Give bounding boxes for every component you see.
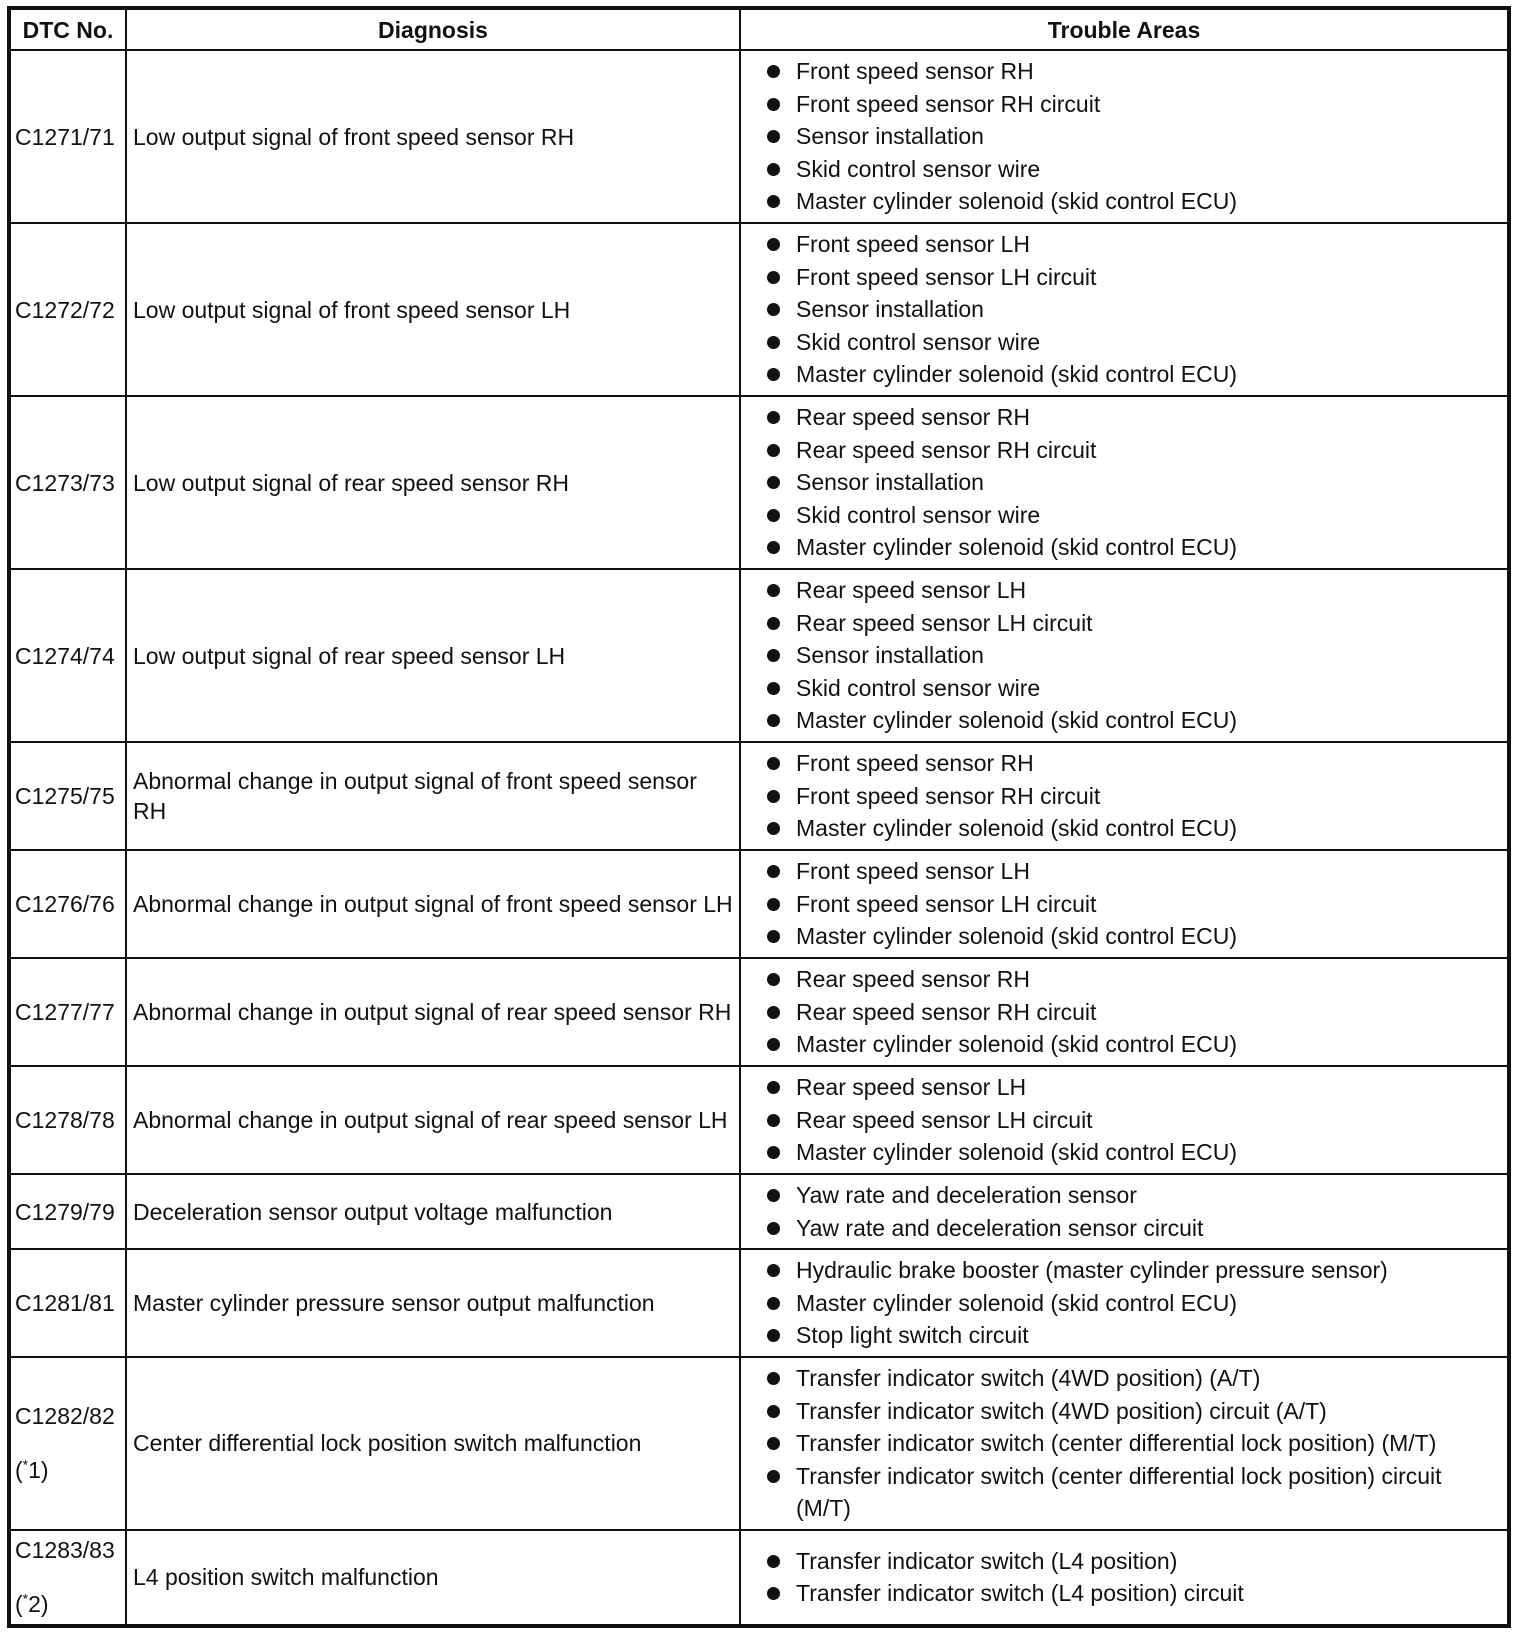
trouble-areas-list xyxy=(741,747,1501,845)
diagnosis-cell: Abnormal change in output signal of front speed sensor LH xyxy=(126,850,740,958)
trouble-areas-list xyxy=(741,1545,1501,1610)
diagnosis-cell: Abnormal change in output signal of rear speed sensor RH xyxy=(126,958,740,1066)
table-row xyxy=(9,223,1509,396)
trouble-areas-cell xyxy=(740,958,1509,1066)
trouble-area-item: Skid control sensor wire xyxy=(741,326,1501,359)
table-row xyxy=(9,50,1509,223)
diagnosis-cell: Center differential lock position switch malfunction xyxy=(126,1357,740,1530)
diagnosis-cell: Master cylinder pressure sensor output malfunction xyxy=(126,1249,740,1357)
trouble-area-item: Master cylinder solenoid (skid control ECU) xyxy=(741,185,1501,218)
trouble-areas-list xyxy=(741,55,1501,218)
trouble-area-item: Front speed sensor RH xyxy=(741,747,1501,780)
diagnosis-cell: Low output signal of rear speed sensor RH xyxy=(126,396,740,569)
table-row xyxy=(9,569,1509,742)
dtc-code: C1278/78 xyxy=(15,1107,115,1133)
diagnosis-cell: Low output signal of rear speed sensor LH xyxy=(126,569,740,742)
trouble-areas-cell xyxy=(740,1174,1509,1249)
dtc-code-cell xyxy=(9,1066,126,1174)
dtc-code-cell xyxy=(9,958,126,1066)
table-row xyxy=(9,850,1509,958)
trouble-area-item: Rear speed sensor RH circuit xyxy=(741,434,1501,467)
trouble-area-item: Front speed sensor LH circuit xyxy=(741,261,1501,294)
trouble-areas-list xyxy=(741,1362,1501,1525)
trouble-area-item: Front speed sensor LH xyxy=(741,855,1501,888)
table-header xyxy=(9,8,1509,50)
trouble-area-item: Yaw rate and deceleration sensor xyxy=(741,1179,1501,1212)
dtc-code: C1273/73 xyxy=(15,469,115,496)
header-diagnosis: Diagnosis xyxy=(126,8,740,50)
table-row xyxy=(9,1249,1509,1357)
dtc-code-cell xyxy=(9,1174,126,1249)
dtc-code-cell xyxy=(9,1249,126,1357)
footnote-asterisk: * xyxy=(22,1456,29,1473)
diagnosis-cell: Abnormal change in output signal of rear speed sensor LH xyxy=(126,1066,740,1174)
trouble-areas-cell xyxy=(740,1249,1509,1357)
trouble-areas-list xyxy=(741,228,1501,391)
trouble-area-item: Master cylinder solenoid (skid control ECU) xyxy=(741,812,1501,845)
dtc-code-cell xyxy=(9,223,126,396)
trouble-areas-list xyxy=(741,1254,1501,1352)
dtc-code: C1271/71 xyxy=(15,123,115,150)
trouble-area-item: Rear speed sensor RH xyxy=(741,401,1501,434)
trouble-area-item: Sensor installation xyxy=(741,120,1501,153)
trouble-areas-cell xyxy=(740,569,1509,742)
dtc-code: C1272/72 xyxy=(15,296,115,323)
trouble-areas-cell xyxy=(740,50,1509,223)
trouble-areas-list xyxy=(741,1179,1501,1244)
dtc-code: C1277/77 xyxy=(15,999,115,1025)
table-row xyxy=(9,1174,1509,1249)
diagnosis-cell: Low output signal of front speed sensor LH xyxy=(126,223,740,396)
trouble-area-item: Master cylinder solenoid (skid control ECU) xyxy=(741,920,1501,953)
trouble-area-item: Master cylinder solenoid (skid control ECU) xyxy=(741,1136,1501,1169)
header-dtc-no: DTC No. xyxy=(9,8,126,50)
table-row xyxy=(9,1530,1509,1626)
dtc-code: C1279/79 xyxy=(15,1198,115,1225)
table-row xyxy=(9,396,1509,569)
trouble-area-item: Front speed sensor LH xyxy=(741,228,1501,261)
trouble-area-item: Master cylinder solenoid (skid control ECU) xyxy=(741,1028,1501,1061)
dtc-footnote xyxy=(15,1455,123,1485)
trouble-area-item: Front speed sensor RH circuit xyxy=(741,88,1501,121)
trouble-area-item: Yaw rate and deceleration sensor circuit xyxy=(741,1212,1501,1245)
dtc-footnote xyxy=(15,1589,123,1619)
trouble-areas-list xyxy=(741,855,1501,953)
table-row xyxy=(9,1066,1509,1174)
trouble-area-item: Front speed sensor RH xyxy=(741,55,1501,88)
trouble-area-item: Rear speed sensor LH xyxy=(741,1071,1501,1104)
header-row xyxy=(9,8,1509,50)
trouble-areas-list xyxy=(741,401,1501,564)
trouble-area-item: Rear speed sensor RH xyxy=(741,963,1501,996)
trouble-area-item: Stop light switch circuit xyxy=(741,1319,1501,1352)
trouble-area-item: Front speed sensor LH circuit xyxy=(741,888,1501,921)
trouble-area-item: Sensor installation xyxy=(741,639,1501,672)
trouble-areas-cell xyxy=(740,396,1509,569)
trouble-area-item: Transfer indicator switch (4WD position) circuit (A/T) xyxy=(741,1395,1501,1428)
trouble-areas-cell xyxy=(740,850,1509,958)
diagnosis-cell: Deceleration sensor output voltage malfunction xyxy=(126,1174,740,1249)
dtc-code-cell xyxy=(9,396,126,569)
dtc-code: C1276/76 xyxy=(15,891,115,917)
trouble-area-item: Sensor installation xyxy=(741,466,1501,499)
diagnosis-cell: Abnormal change in output signal of front speed sensor RH xyxy=(126,742,740,850)
diagnosis-cell: Low output signal of front speed sensor RH xyxy=(126,50,740,223)
trouble-areas-list xyxy=(741,574,1501,737)
trouble-area-item: Master cylinder solenoid (skid control ECU) xyxy=(741,358,1501,391)
dtc-code: C1274/74 xyxy=(15,642,115,669)
trouble-area-item: Rear speed sensor LH circuit xyxy=(741,1104,1501,1137)
trouble-area-item: Skid control sensor wire xyxy=(741,153,1501,186)
trouble-areas-cell xyxy=(740,1066,1509,1174)
dtc-code: C1283/83 xyxy=(15,1537,115,1563)
dtc-code-cell xyxy=(9,50,126,223)
table-row xyxy=(9,958,1509,1066)
trouble-areas-list xyxy=(741,1071,1501,1169)
table-row xyxy=(9,742,1509,850)
dtc-code-cell xyxy=(9,1357,126,1530)
diagnosis-cell: L4 position switch malfunction xyxy=(126,1530,740,1626)
trouble-area-item: Master cylinder solenoid (skid control ECU) xyxy=(741,704,1501,737)
footnote-open: ( xyxy=(15,1591,23,1617)
table-row xyxy=(9,1357,1509,1530)
footnote-number: 1) xyxy=(28,1457,49,1484)
trouble-area-item: Rear speed sensor RH circuit xyxy=(741,996,1501,1029)
trouble-area-item: Transfer indicator switch (center differential lock position) circuit (M/T) xyxy=(741,1460,1501,1525)
dtc-code-cell xyxy=(9,742,126,850)
dtc-code-cell xyxy=(9,569,126,742)
trouble-area-item: Hydraulic brake booster (master cylinder pressure sensor) xyxy=(741,1254,1501,1287)
dtc-code: C1281/81 xyxy=(15,1290,115,1316)
trouble-areas-cell xyxy=(740,742,1509,850)
footnote-asterisk: * xyxy=(22,1590,29,1607)
trouble-areas-list xyxy=(741,963,1501,1061)
trouble-area-item: Skid control sensor wire xyxy=(741,672,1501,705)
trouble-area-item: Master cylinder solenoid (skid control ECU) xyxy=(741,1287,1501,1320)
trouble-area-item: Rear speed sensor LH xyxy=(741,574,1501,607)
header-trouble-areas: Trouble Areas xyxy=(740,8,1509,50)
dtc-code: C1275/75 xyxy=(15,783,115,809)
dtc-table xyxy=(7,6,1511,1628)
table-body xyxy=(9,50,1509,1626)
footnote-number: 2) xyxy=(28,1591,49,1617)
dtc-code-cell xyxy=(9,850,126,958)
dtc-code-cell xyxy=(9,1530,126,1626)
trouble-area-item: Front speed sensor RH circuit xyxy=(741,780,1501,813)
trouble-areas-cell xyxy=(740,1530,1509,1626)
trouble-area-item: Transfer indicator switch (center differential lock position) (M/T) xyxy=(741,1427,1501,1460)
trouble-area-item: Sensor installation xyxy=(741,293,1501,326)
trouble-areas-cell xyxy=(740,1357,1509,1530)
trouble-area-item: Transfer indicator switch (L4 position) xyxy=(741,1545,1501,1578)
trouble-area-item: Rear speed sensor LH circuit xyxy=(741,607,1501,640)
trouble-area-item: Master cylinder solenoid (skid control ECU) xyxy=(741,531,1501,564)
trouble-area-item: Transfer indicator switch (L4 position) circuit xyxy=(741,1577,1501,1610)
footnote-open: ( xyxy=(15,1457,23,1484)
trouble-area-item: Skid control sensor wire xyxy=(741,499,1501,532)
dtc-code: C1282/82 xyxy=(15,1403,115,1430)
trouble-areas-cell xyxy=(740,223,1509,396)
trouble-area-item: Transfer indicator switch (4WD position) (A/T) xyxy=(741,1362,1501,1395)
